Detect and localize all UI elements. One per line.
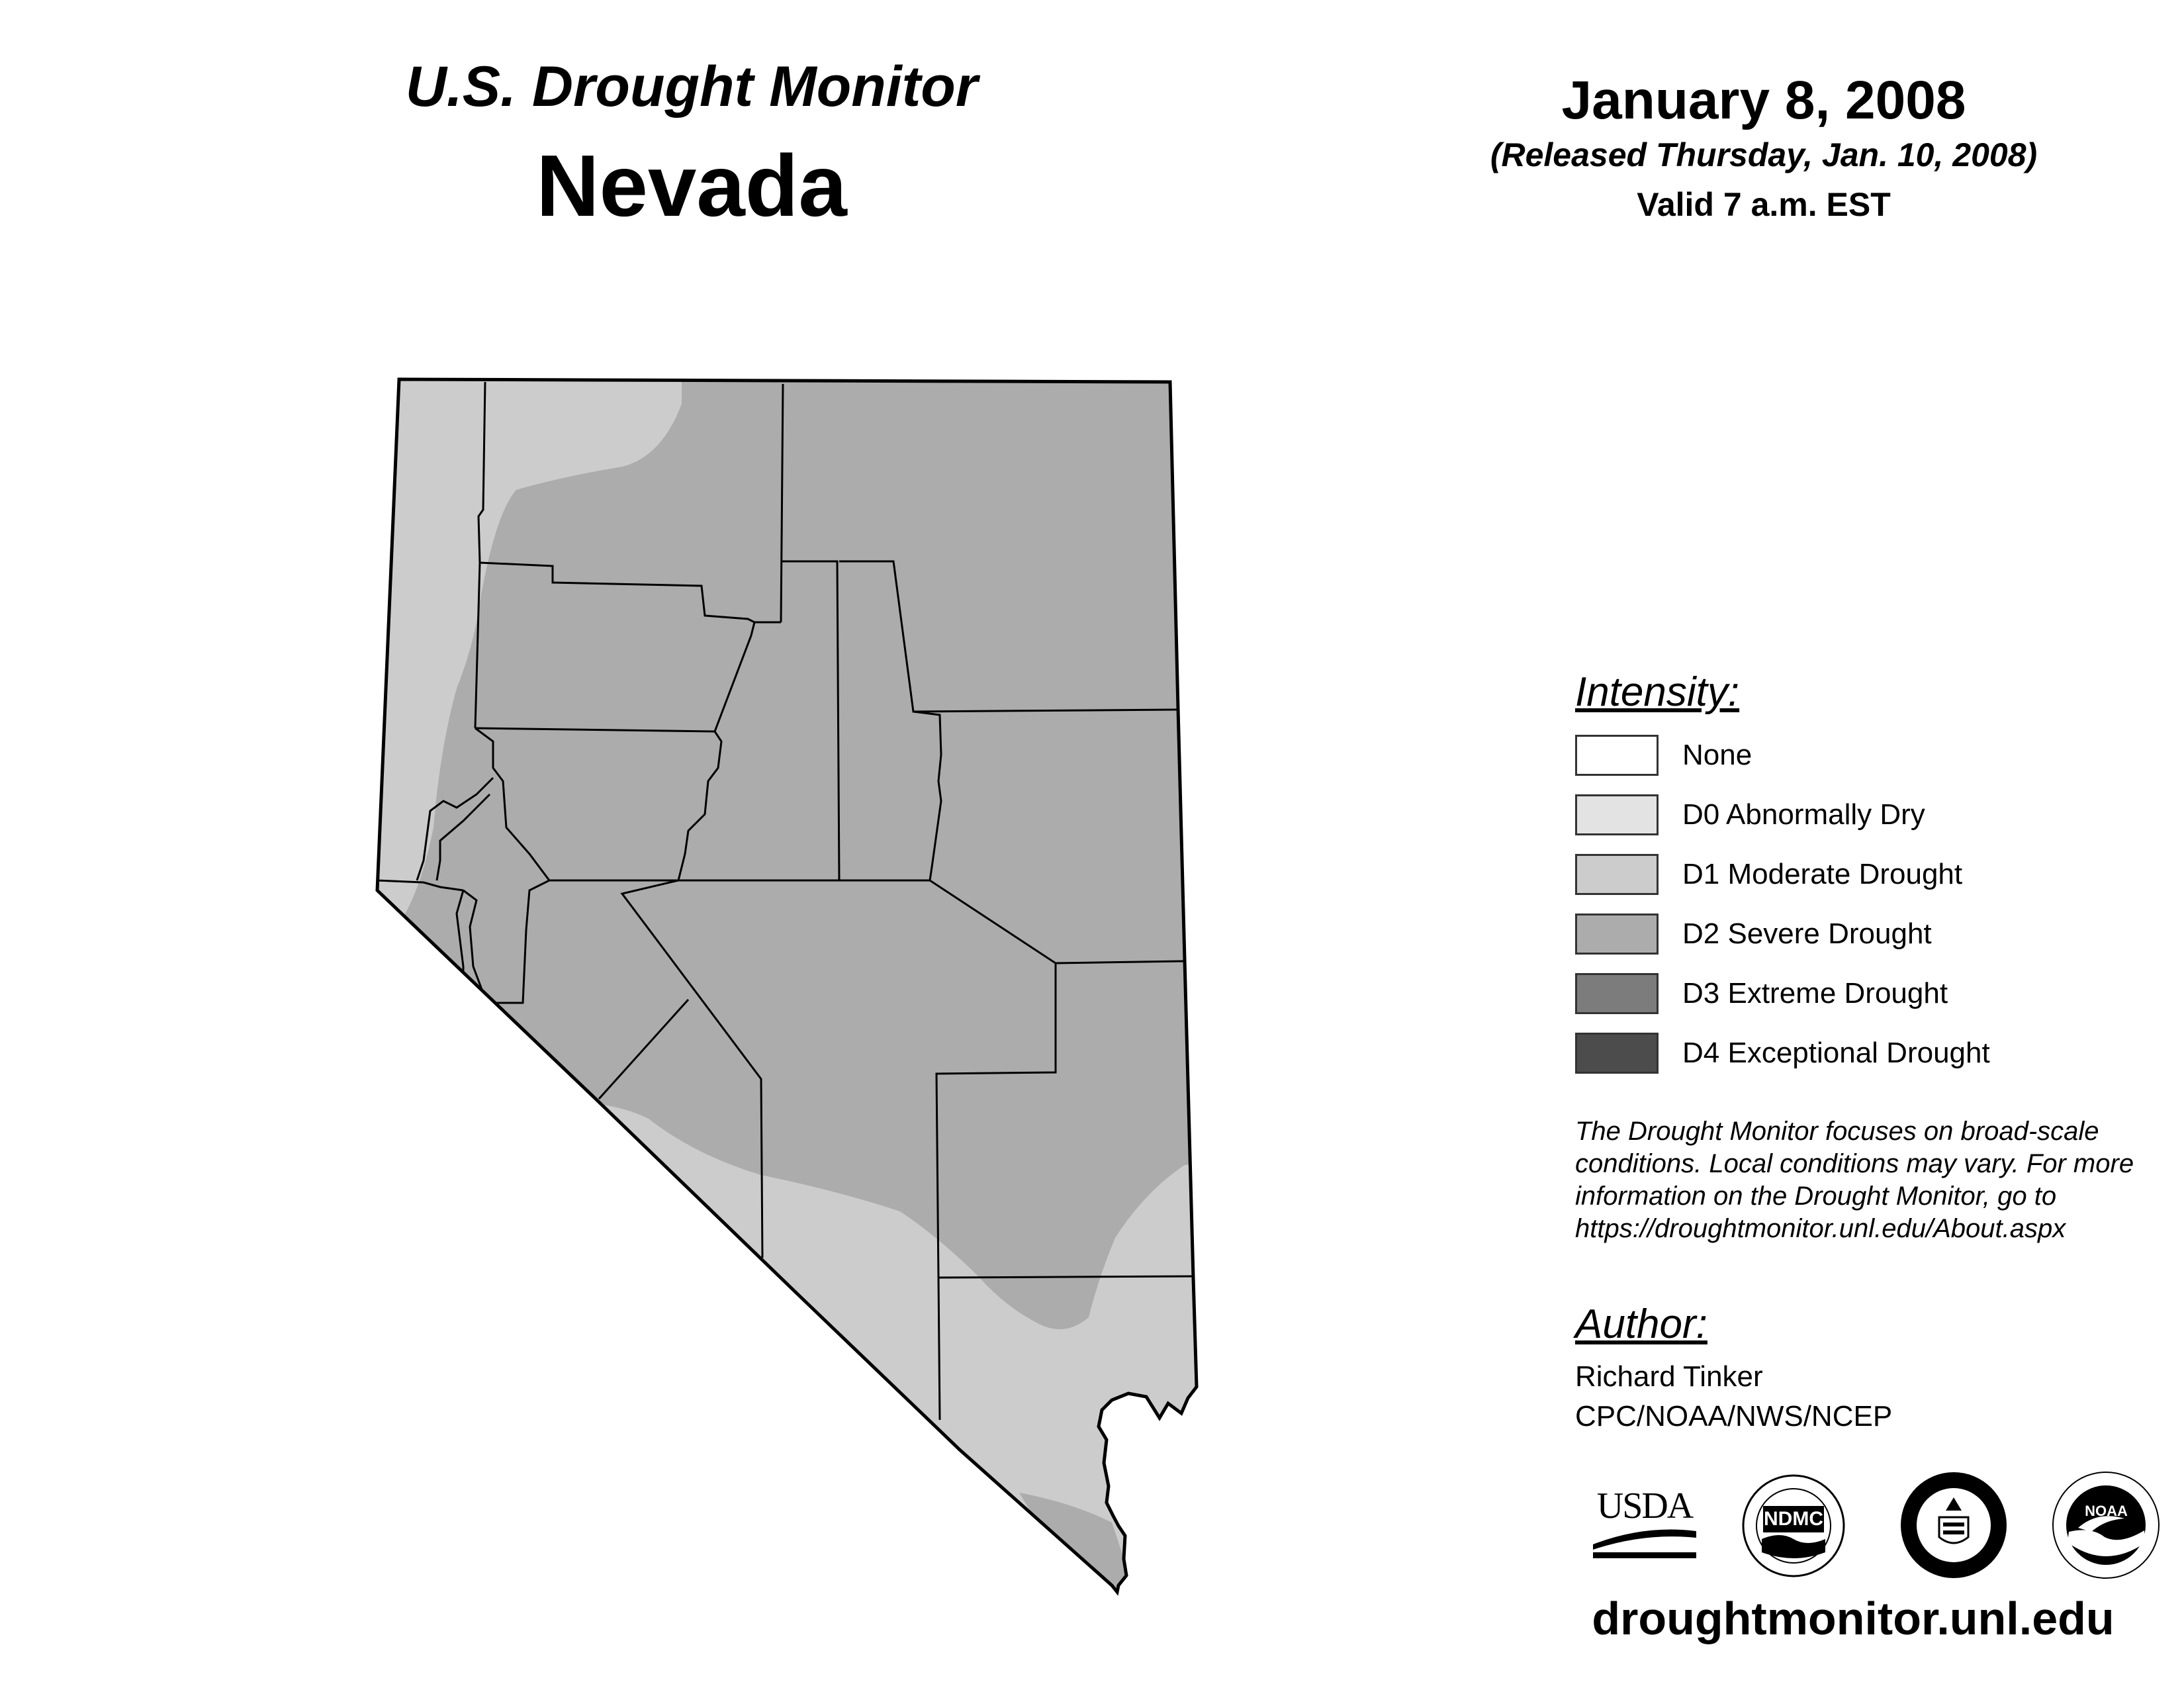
- website-link[interactable]: droughtmonitor.unl.edu: [1592, 1593, 2115, 1644]
- legend-swatch: [1575, 735, 1659, 776]
- author-title: Author:: [1575, 1301, 1707, 1347]
- legend-label: None: [1682, 739, 1752, 771]
- release-date: (Released Thursday, Jan. 10, 2008): [1490, 136, 2038, 173]
- disclaimer-line: conditions. Local conditions may vary. For more: [1575, 1149, 2134, 1178]
- usda-logo-swoosh: [1592, 1526, 1698, 1559]
- legend-swatch: [1575, 914, 1659, 955]
- legend-label: D3 Extreme Drought: [1682, 977, 1948, 1009]
- usda-logo: [1592, 1486, 1698, 1559]
- valid-time: Valid 7 a.m. EST: [1637, 186, 1891, 223]
- disclaimer-line: The Drought Monitor focuses on broad-scale: [1575, 1117, 2099, 1146]
- legend-item-d4: [1575, 1033, 2105, 1075]
- usda-logo-text: USDA: [1596, 1485, 1693, 1526]
- legend-swatch: [1575, 973, 1659, 1014]
- ndmc-logo-text: NDMC: [1764, 1508, 1823, 1530]
- legend-swatch: [1575, 1033, 1659, 1074]
- legend-label: D0 Abnormally Dry: [1682, 798, 1925, 831]
- noaa-logo-text: NOAA: [2085, 1503, 2128, 1519]
- state-name: Nevada: [536, 137, 847, 234]
- map-title: U.S. Drought Monitor: [405, 55, 978, 118]
- legend-label: D1 Moderate Drought: [1682, 858, 1963, 890]
- ndmc-logo: [1741, 1473, 1846, 1579]
- legend-swatch: [1575, 794, 1659, 835]
- noaa-logo: [2052, 1471, 2161, 1580]
- legend-label: D4 Exceptional Drought: [1682, 1037, 1990, 1069]
- legend-item-none: [1575, 735, 2105, 777]
- map-date: January 8, 2008: [1561, 70, 1966, 130]
- disclaimer-line: information on the Drought Monitor, go to: [1575, 1182, 2057, 1211]
- legend-item-d2: [1575, 914, 2105, 956]
- department-of-commerce-seal-icon: [1899, 1471, 2009, 1580]
- disclaimer-link[interactable]: https://droughtmonitor.unl.edu/About.aspx: [1575, 1214, 2066, 1243]
- legend-swatch: [1575, 854, 1659, 895]
- legend-label: D2 Severe Drought: [1682, 917, 1932, 950]
- legend-item-d1: [1575, 854, 2105, 896]
- author-org: CPC/NOAA/NWS/NCEP: [1575, 1400, 1893, 1432]
- author-name: Richard Tinker: [1575, 1360, 1763, 1393]
- legend-title: Intensity:: [1575, 669, 1740, 715]
- legend-item-d0: [1575, 794, 2105, 837]
- legend-item-d3: [1575, 973, 2105, 1015]
- disclaimer: [1575, 1115, 2171, 1245]
